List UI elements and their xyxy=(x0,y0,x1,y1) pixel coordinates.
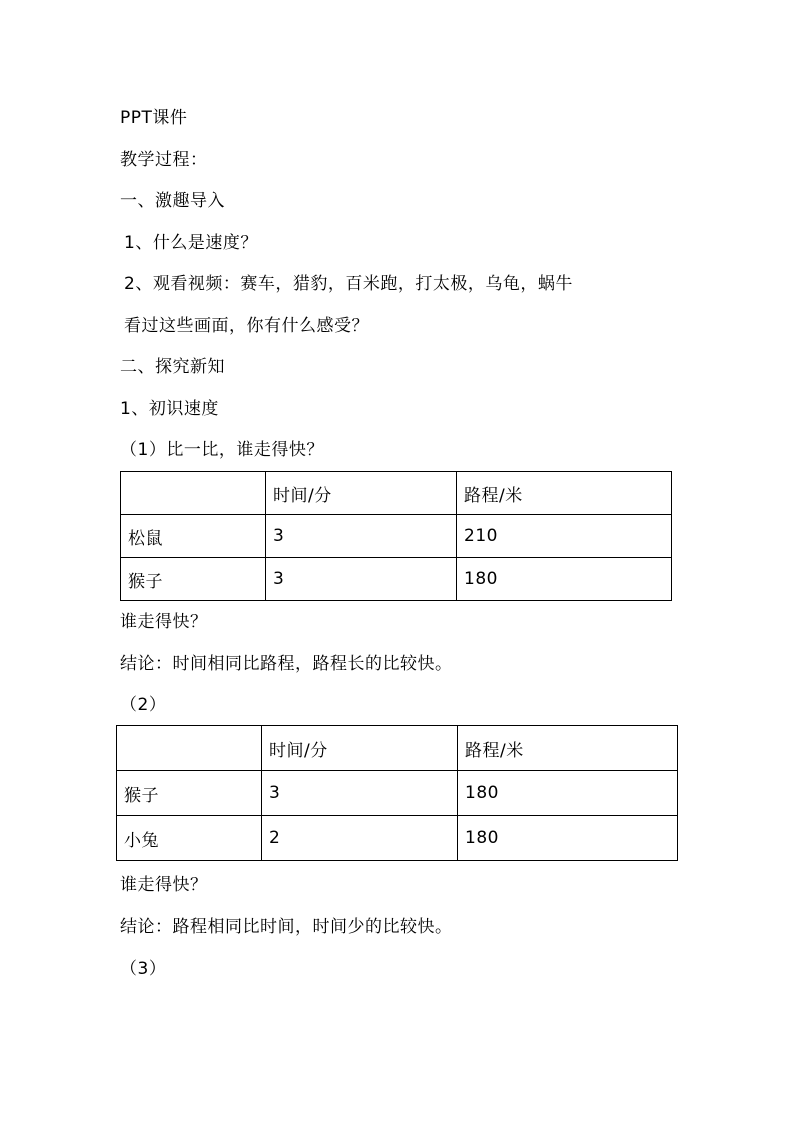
part3-label: （3） xyxy=(120,959,167,979)
table-header-cell: 路程/米 xyxy=(457,472,672,515)
subsection1-title: 1、初识速度 xyxy=(120,399,219,419)
question-2: 2、观看视频：赛车，猎豹，百米跑，打太极，乌龟，蜗牛 xyxy=(124,274,573,294)
table-header-row xyxy=(117,726,678,771)
section2-title: 二、探究新知 xyxy=(120,357,225,377)
part1-conclusion: 结论：时间相同比路程，路程长的比较快。 xyxy=(120,654,453,674)
table-cell: 3 xyxy=(266,515,457,558)
part2-question: 谁走得快？ xyxy=(120,875,208,895)
process-heading: 教学过程： xyxy=(120,150,208,170)
table-cell: 210 xyxy=(457,515,672,558)
table-cell: 180 xyxy=(458,816,678,861)
table-row xyxy=(121,515,672,558)
section1-title: 一、激趣导入 xyxy=(120,191,225,211)
table-cell: 3 xyxy=(262,771,458,816)
part2-conclusion: 结论：路程相同比时间，时间少的比较快。 xyxy=(120,917,453,937)
part1-question: 谁走得快？ xyxy=(120,612,208,632)
table-header-cell: 时间/分 xyxy=(262,726,458,771)
table-cell: 猴子 xyxy=(117,771,262,816)
table-header-cell xyxy=(121,472,266,515)
part2-label: （2） xyxy=(120,695,167,715)
table-header-row xyxy=(121,472,672,515)
question-2-followup: 看过这些画面，你有什么感受？ xyxy=(124,316,369,336)
table-cell: 2 xyxy=(262,816,458,861)
table-cell: 180 xyxy=(457,558,672,601)
table-header-cell: 时间/分 xyxy=(266,472,457,515)
table-row xyxy=(117,816,678,861)
table-cell: 3 xyxy=(266,558,457,601)
comparison-table-1 xyxy=(120,471,672,601)
table-row xyxy=(121,558,672,601)
table-row xyxy=(117,771,678,816)
table-cell: 180 xyxy=(458,771,678,816)
table-header-cell xyxy=(117,726,262,771)
part1-label: （1）比一比，谁走得快？ xyxy=(120,440,324,460)
table-cell: 小兔 xyxy=(117,816,262,861)
question-1: 1、什么是速度？ xyxy=(124,233,258,253)
table-cell: 猴子 xyxy=(121,558,266,601)
table-cell: 松鼠 xyxy=(121,515,266,558)
comparison-table-2 xyxy=(116,725,678,861)
table-header-cell: 路程/米 xyxy=(458,726,678,771)
doc-header: PPT课件 xyxy=(120,108,188,128)
